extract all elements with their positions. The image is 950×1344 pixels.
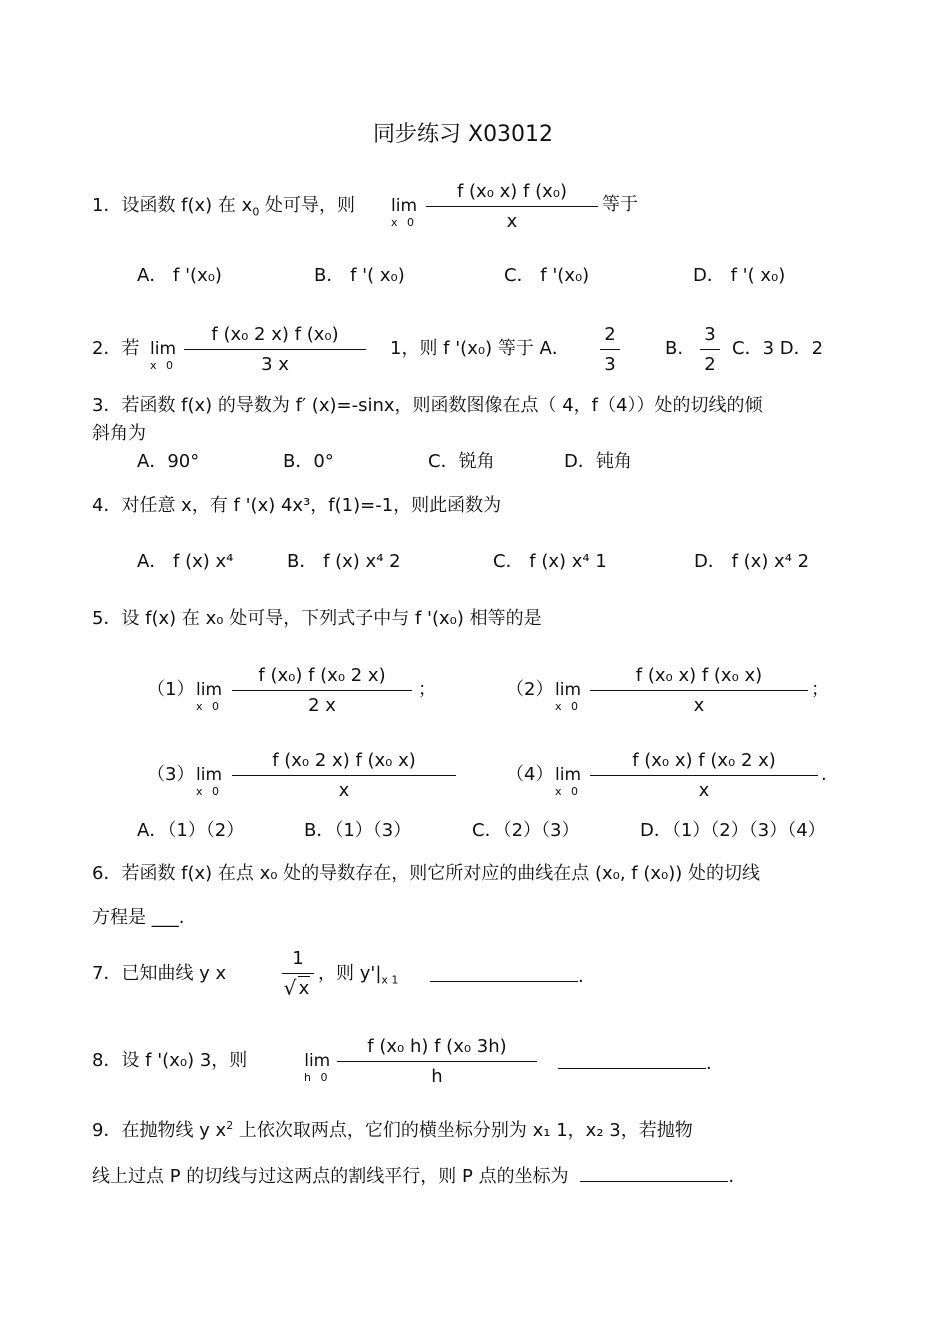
q2-option-b-label: B. xyxy=(665,338,684,359)
q2-option-cd: C．3 D．2 xyxy=(732,338,824,359)
q9-line-1a: 9．在抛物线 y x xyxy=(92,1120,227,1141)
q7-tail: ，则 y'| xyxy=(318,963,382,984)
q3-option-b: B．0° xyxy=(283,451,334,472)
q2-lead: 2．若 xyxy=(92,338,140,359)
q5-item-4-fraction: $\frac{\text{f (x₀ x) f (x₀ 2 x)}}{x}$ xyxy=(590,752,818,800)
q9-line-1b: 上依次取两点，它们的横坐标分别为 x₁ 1，x₂ 3，若抛物 xyxy=(233,1120,693,1141)
q4-option-c: C． f (x) x⁴ 1 xyxy=(493,551,607,572)
q4-option-d: D． f (x) x⁴ 2 xyxy=(694,551,810,572)
q9-answer-blank[interactable] xyxy=(580,1165,728,1182)
q5-item-2-limit: lim x 0 xyxy=(555,680,582,713)
q8-answer-blank[interactable] xyxy=(558,1052,706,1069)
q6-line-1: 6．若函数 f(x) 在点 x₀ 处的导数存在，则它所对应的曲线在点 (x₀, f (x₀)) 处的切线 xyxy=(92,863,761,884)
q5-option-d: D．（1）（2）（3）（4） xyxy=(640,820,826,841)
q5-item-4-label: （4） xyxy=(506,764,554,785)
q2-limit: lim x 0 xyxy=(150,339,177,372)
q5-item-3-limit: lim x 0 xyxy=(196,765,223,798)
q5-line: 5．设 f(x) 在 x₀ 处可导，下列式子中与 f '(x₀) 相等的是 xyxy=(92,608,542,629)
q8-fraction: $\frac{\text{f (x₀ h) f (x₀ 3h)}}{h}$ xyxy=(337,1038,537,1086)
q1-option-b: B． f '( x₀) xyxy=(314,265,405,286)
q4-option-b: B． f (x) x⁴ 2 xyxy=(287,551,401,572)
q1-limit: lim x 0 xyxy=(391,196,418,229)
q5-item-1-label: （1） xyxy=(147,679,195,700)
q5-item-2-fraction: $\frac{\text{f (x₀ x) f (x₀ x)}}{x}$ xyxy=(590,667,808,715)
q5-item-4-limit: lim x 0 xyxy=(555,765,582,798)
q5-item-2-label: （2） xyxy=(506,679,554,700)
q7-fraction: 1 √ x xyxy=(282,950,314,998)
q5-option-a: A．（1）（2） xyxy=(137,820,245,841)
q5-item-1-fraction: $\frac{\text{f (x₀) f (x₀ 2 x)}}{2 x}$ xyxy=(232,667,412,715)
q4-option-a: A． f (x) x⁴ xyxy=(137,551,234,572)
q3-option-d: D．钝角 xyxy=(564,451,632,472)
q5-option-c: C．（2）（3） xyxy=(472,820,580,841)
q2-mid: 1，则 f '(x₀) 等于 A． xyxy=(390,338,570,359)
q1-option-c: C． f '(x₀) xyxy=(504,265,590,286)
sqrt-icon: √ x xyxy=(286,980,311,998)
q3-option-a: A．90° xyxy=(137,451,200,472)
q1-option-a: A． f '(x₀) xyxy=(137,265,222,286)
q2-option-a-fraction: $\frac{2}{3}$ xyxy=(600,326,620,374)
q1-tail: 等于 xyxy=(602,194,638,215)
q5-item-1-limit: lim x 0 xyxy=(196,680,223,713)
q6-line-2: 方程是 ___. xyxy=(92,907,185,928)
q5-item-3-label: （3） xyxy=(147,764,195,785)
q3-line-2: 斜角为 xyxy=(92,423,146,444)
q1-text: 1．设函数 f(x) 在 x xyxy=(92,195,253,216)
page-title: 同步练习 X03012 xyxy=(373,122,554,147)
q7-lead: 7．已知曲线 y x xyxy=(92,963,227,984)
q3-line-1: 3．若函数 f(x) 的导数为 f′ (x)=-sinx，则函数图像在点（ 4，f（4））处的切线的倾 xyxy=(92,395,763,416)
q2-fraction: $\frac{\text{f (x₀ 2 x) f (x₀)}}{3 x}$ xyxy=(184,326,366,374)
q5-option-b: B．（1）（3） xyxy=(304,820,412,841)
q4-line: 4．对任意 x，有 f '(x) 4x³，f(1)=-1，则此函数为 xyxy=(92,495,502,516)
q1-fraction: $\frac{\text{f (x₀ x) f (x₀)}}{x}$ xyxy=(426,183,598,231)
q8-limit: lim h 0 xyxy=(304,1051,331,1084)
q1-option-d: D． f '( x₀) xyxy=(693,265,786,286)
q3-option-c: C．锐角 xyxy=(428,451,495,472)
q5-item-3-fraction: $\frac{\text{f (x₀ 2 x) f (x₀ x)}}{x}$ xyxy=(232,752,456,800)
q9-line-2: 线上过点 P 的切线与过这两点的割线平行，则 P 点的坐标为 xyxy=(92,1166,569,1187)
q8-lead: 8．设 f '(x₀) 3，则 xyxy=(92,1050,248,1071)
q7-answer-blank[interactable] xyxy=(430,965,578,982)
q2-option-b-fraction: $\frac{3}{2}$ xyxy=(700,326,720,374)
